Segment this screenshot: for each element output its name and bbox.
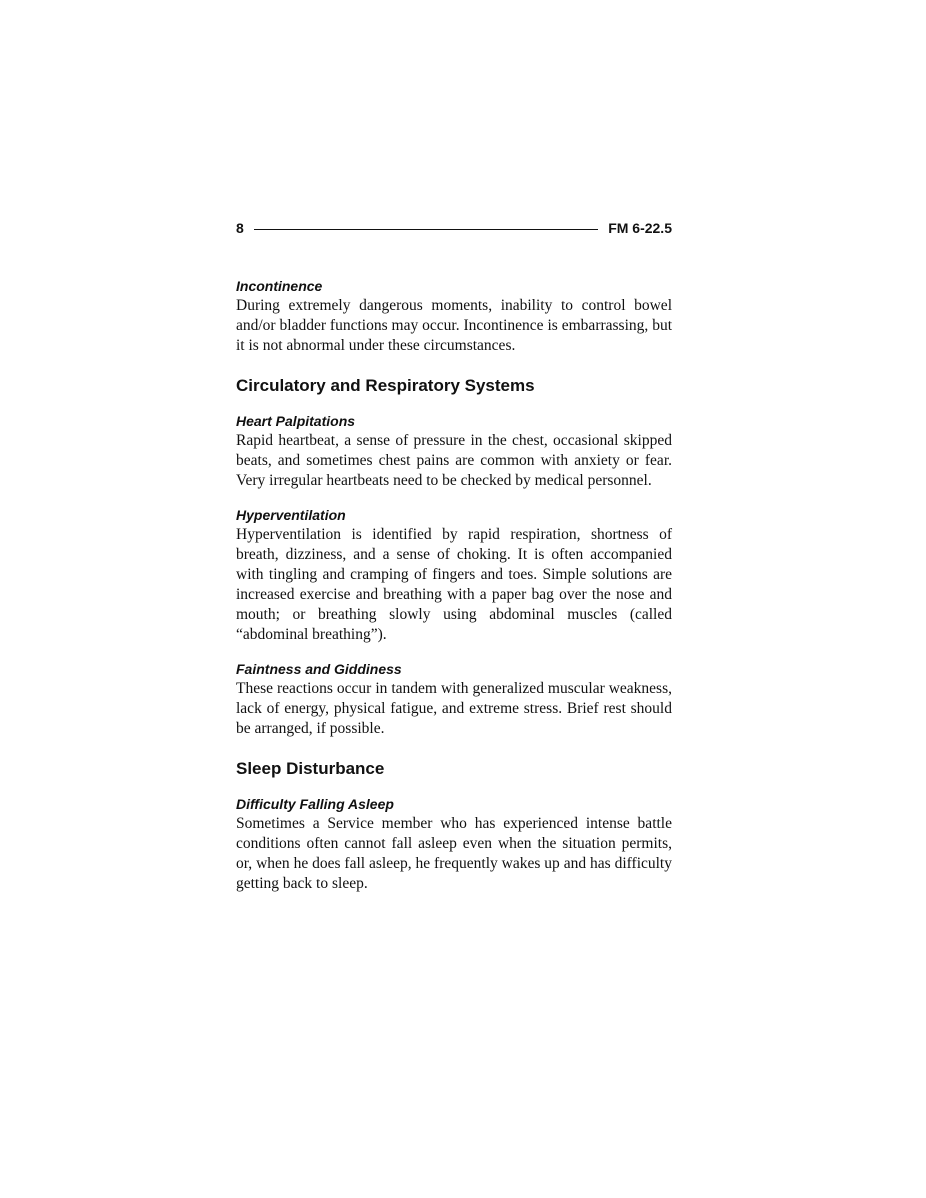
paragraph-heart-palpitations: Rapid heartbeat, a sense of pressure in the chest, occasional skipped beats, and sometimes chest pains are common with anxiety or fear. Very irregular heartbeats need to be checked by medical personnel.	[236, 432, 672, 489]
paragraph-hyperventilation: Hyperventilation is identified by rapid respiration, shortness of breath, dizziness, and a sense of choking. It is often accompanied with tingling and cramping of fingers and toes. Simple solutions are increased exercise and breathing with a paper bag over the nose and mouth; or breathing slowly using abdominal muscles (called “abdominal breathing”).	[236, 526, 672, 643]
subheading-difficulty-falling-asleep: Difficulty Falling Asleep	[236, 796, 394, 812]
header-rule	[254, 229, 598, 230]
section-heading-sleep: Sleep Disturbance	[236, 759, 385, 778]
subheading-incontinence: Incontinence	[236, 278, 323, 294]
subheading-heart-palpitations: Heart Palpitations	[236, 413, 356, 429]
page-body	[236, 276, 672, 894]
difficulty-falling-asleep-section	[236, 794, 672, 894]
section-heading-circulatory: Circulatory and Respiratory Systems	[236, 376, 535, 395]
faintness-section	[236, 659, 672, 739]
page-number: 8	[236, 220, 244, 236]
document-id: FM 6-22.5	[608, 220, 672, 236]
running-header	[236, 218, 672, 238]
subheading-faintness: Faintness and Giddiness	[236, 661, 402, 677]
hyperventilation-section	[236, 505, 672, 645]
paragraph-faintness: These reactions occur in tandem with generalized muscular weakness, lack of energy, physical fatigue, and extreme stress. Brief rest should be arranged, if possible.	[236, 680, 672, 737]
paragraph-difficulty-falling-asleep: Sometimes a Service member who has experienced intense battle conditions often cannot fall asleep even when the situation permits, or, when he does fall asleep, he frequently wakes up and has difficulty getting back to sleep.	[236, 815, 672, 892]
subheading-hyperventilation: Hyperventilation	[236, 507, 346, 523]
heart-palpitations-section	[236, 411, 672, 491]
incontinence-section	[236, 276, 672, 356]
paragraph-incontinence: During extremely dangerous moments, inability to control bowel and/or bladder functions may occur. Incontinence is embarrassing, but it is not abnormal under these circumstances.	[236, 297, 672, 354]
